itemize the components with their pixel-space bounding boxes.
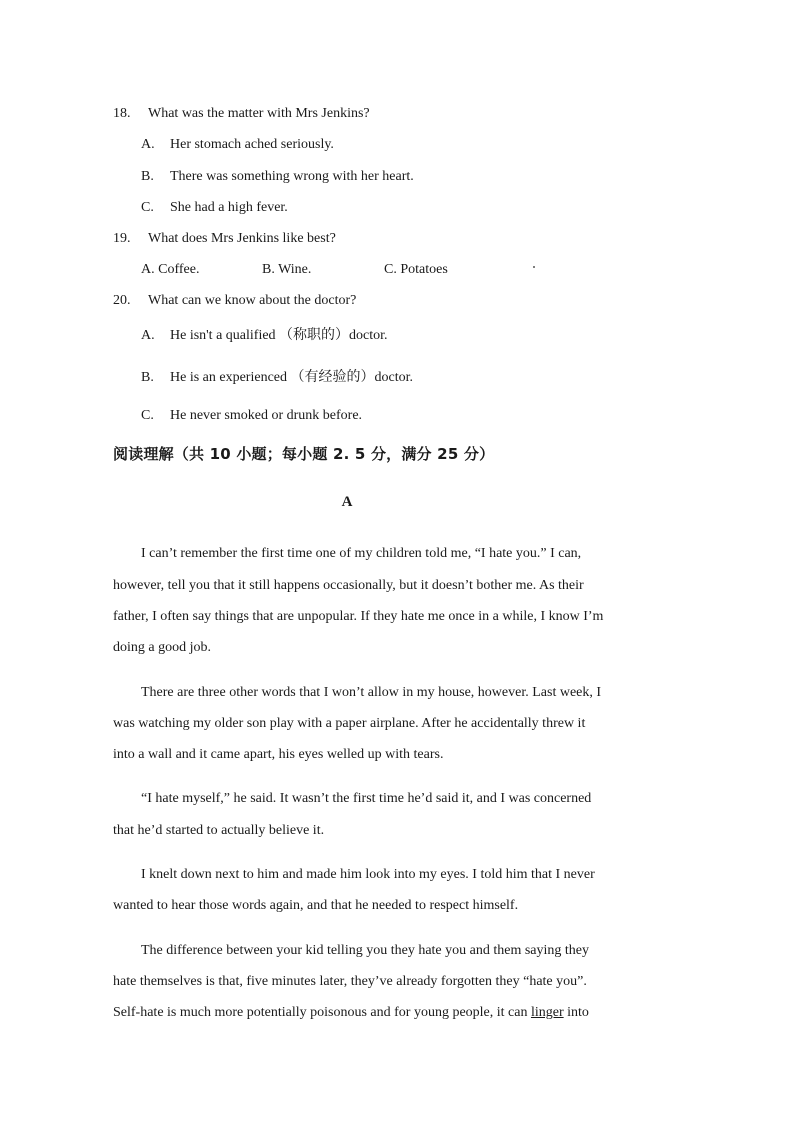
question-text: What was the matter with Mrs Jenkins?: [148, 106, 370, 121]
option-letter: B.: [141, 169, 154, 184]
paragraph-line: hate themselves is that, five minutes later, they’ve already forgotten they “hate you”.: [113, 974, 587, 989]
option-text: He never smoked or drunk before.: [170, 408, 363, 423]
paragraph-line: doing a good job.: [113, 640, 211, 655]
question-number: 19.: [113, 231, 131, 246]
option-letter: A.: [141, 137, 155, 152]
paragraph-text: Self-hate is much more potentially poisonous and for young people, it can: [113, 1005, 528, 1020]
paragraph-line: “I hate myself,” he said. It wasn’t the first time he’d said it, and I was concerned: [141, 791, 592, 806]
paragraph-line-last: [113, 1004, 589, 1022]
paragraph-line: I can’t remember the first time one of my children told me, “I hate you.” I can,: [141, 546, 582, 561]
paragraph-line: that he’d started to actually believe it.: [113, 823, 325, 838]
option-letter: A.: [141, 328, 155, 343]
paragraph-line: into a wall and it came apart, his eyes welled up with tears.: [113, 747, 444, 762]
stray-dot: [533, 266, 535, 268]
paragraph-line: I knelt down next to him and made him look into my eyes. I told him that I never: [141, 867, 595, 882]
option-letter: C.: [141, 408, 154, 423]
section-heading: 阅读理解（共 10 小题；每小题 2. 5 分，满分 25 分）: [113, 445, 495, 463]
option-text: He isn't a qualified （称职的）doctor.: [170, 328, 388, 343]
question-number: 18.: [113, 106, 131, 121]
underlined-word: linger: [530, 1005, 564, 1020]
option-letter: B.: [141, 370, 154, 385]
option-19b: B. Wine.: [262, 262, 312, 277]
paragraph-line: however, tell you that it still happens occasionally, but it doesn’t bother me. As their: [113, 578, 584, 593]
option-text: She had a high fever.: [170, 200, 288, 215]
paragraph-line: wanted to hear those words again, and that he needed to respect himself.: [113, 898, 519, 913]
option-19a: A. Coffee.: [141, 262, 200, 277]
option-text: He is an experienced （有经验的）doctor.: [170, 370, 413, 385]
question-text: What does Mrs Jenkins like best?: [148, 231, 336, 246]
option-19c: C. Potatoes: [384, 262, 448, 277]
question-text: What can we know about the doctor?: [148, 293, 357, 308]
paragraph-line: father, I often say things that are unpopular. If they hate me once in a while, I know I’m: [113, 609, 604, 624]
paragraph-tail: into: [567, 1005, 589, 1020]
passage-title: A: [341, 494, 353, 510]
paragraph-line: The difference between your kid telling you they hate you and them saying they: [141, 943, 589, 958]
option-letter: C.: [141, 200, 154, 215]
paragraph-line: was watching my older son play with a paper airplane. After he accidentally threw it: [113, 716, 586, 731]
paragraph-line: There are three other words that I won’t allow in my house, however. Last week, I: [141, 685, 602, 700]
option-text: Her stomach ached seriously.: [170, 137, 334, 152]
question-number: 20.: [113, 293, 131, 308]
option-text: There was something wrong with her heart.: [170, 169, 414, 184]
